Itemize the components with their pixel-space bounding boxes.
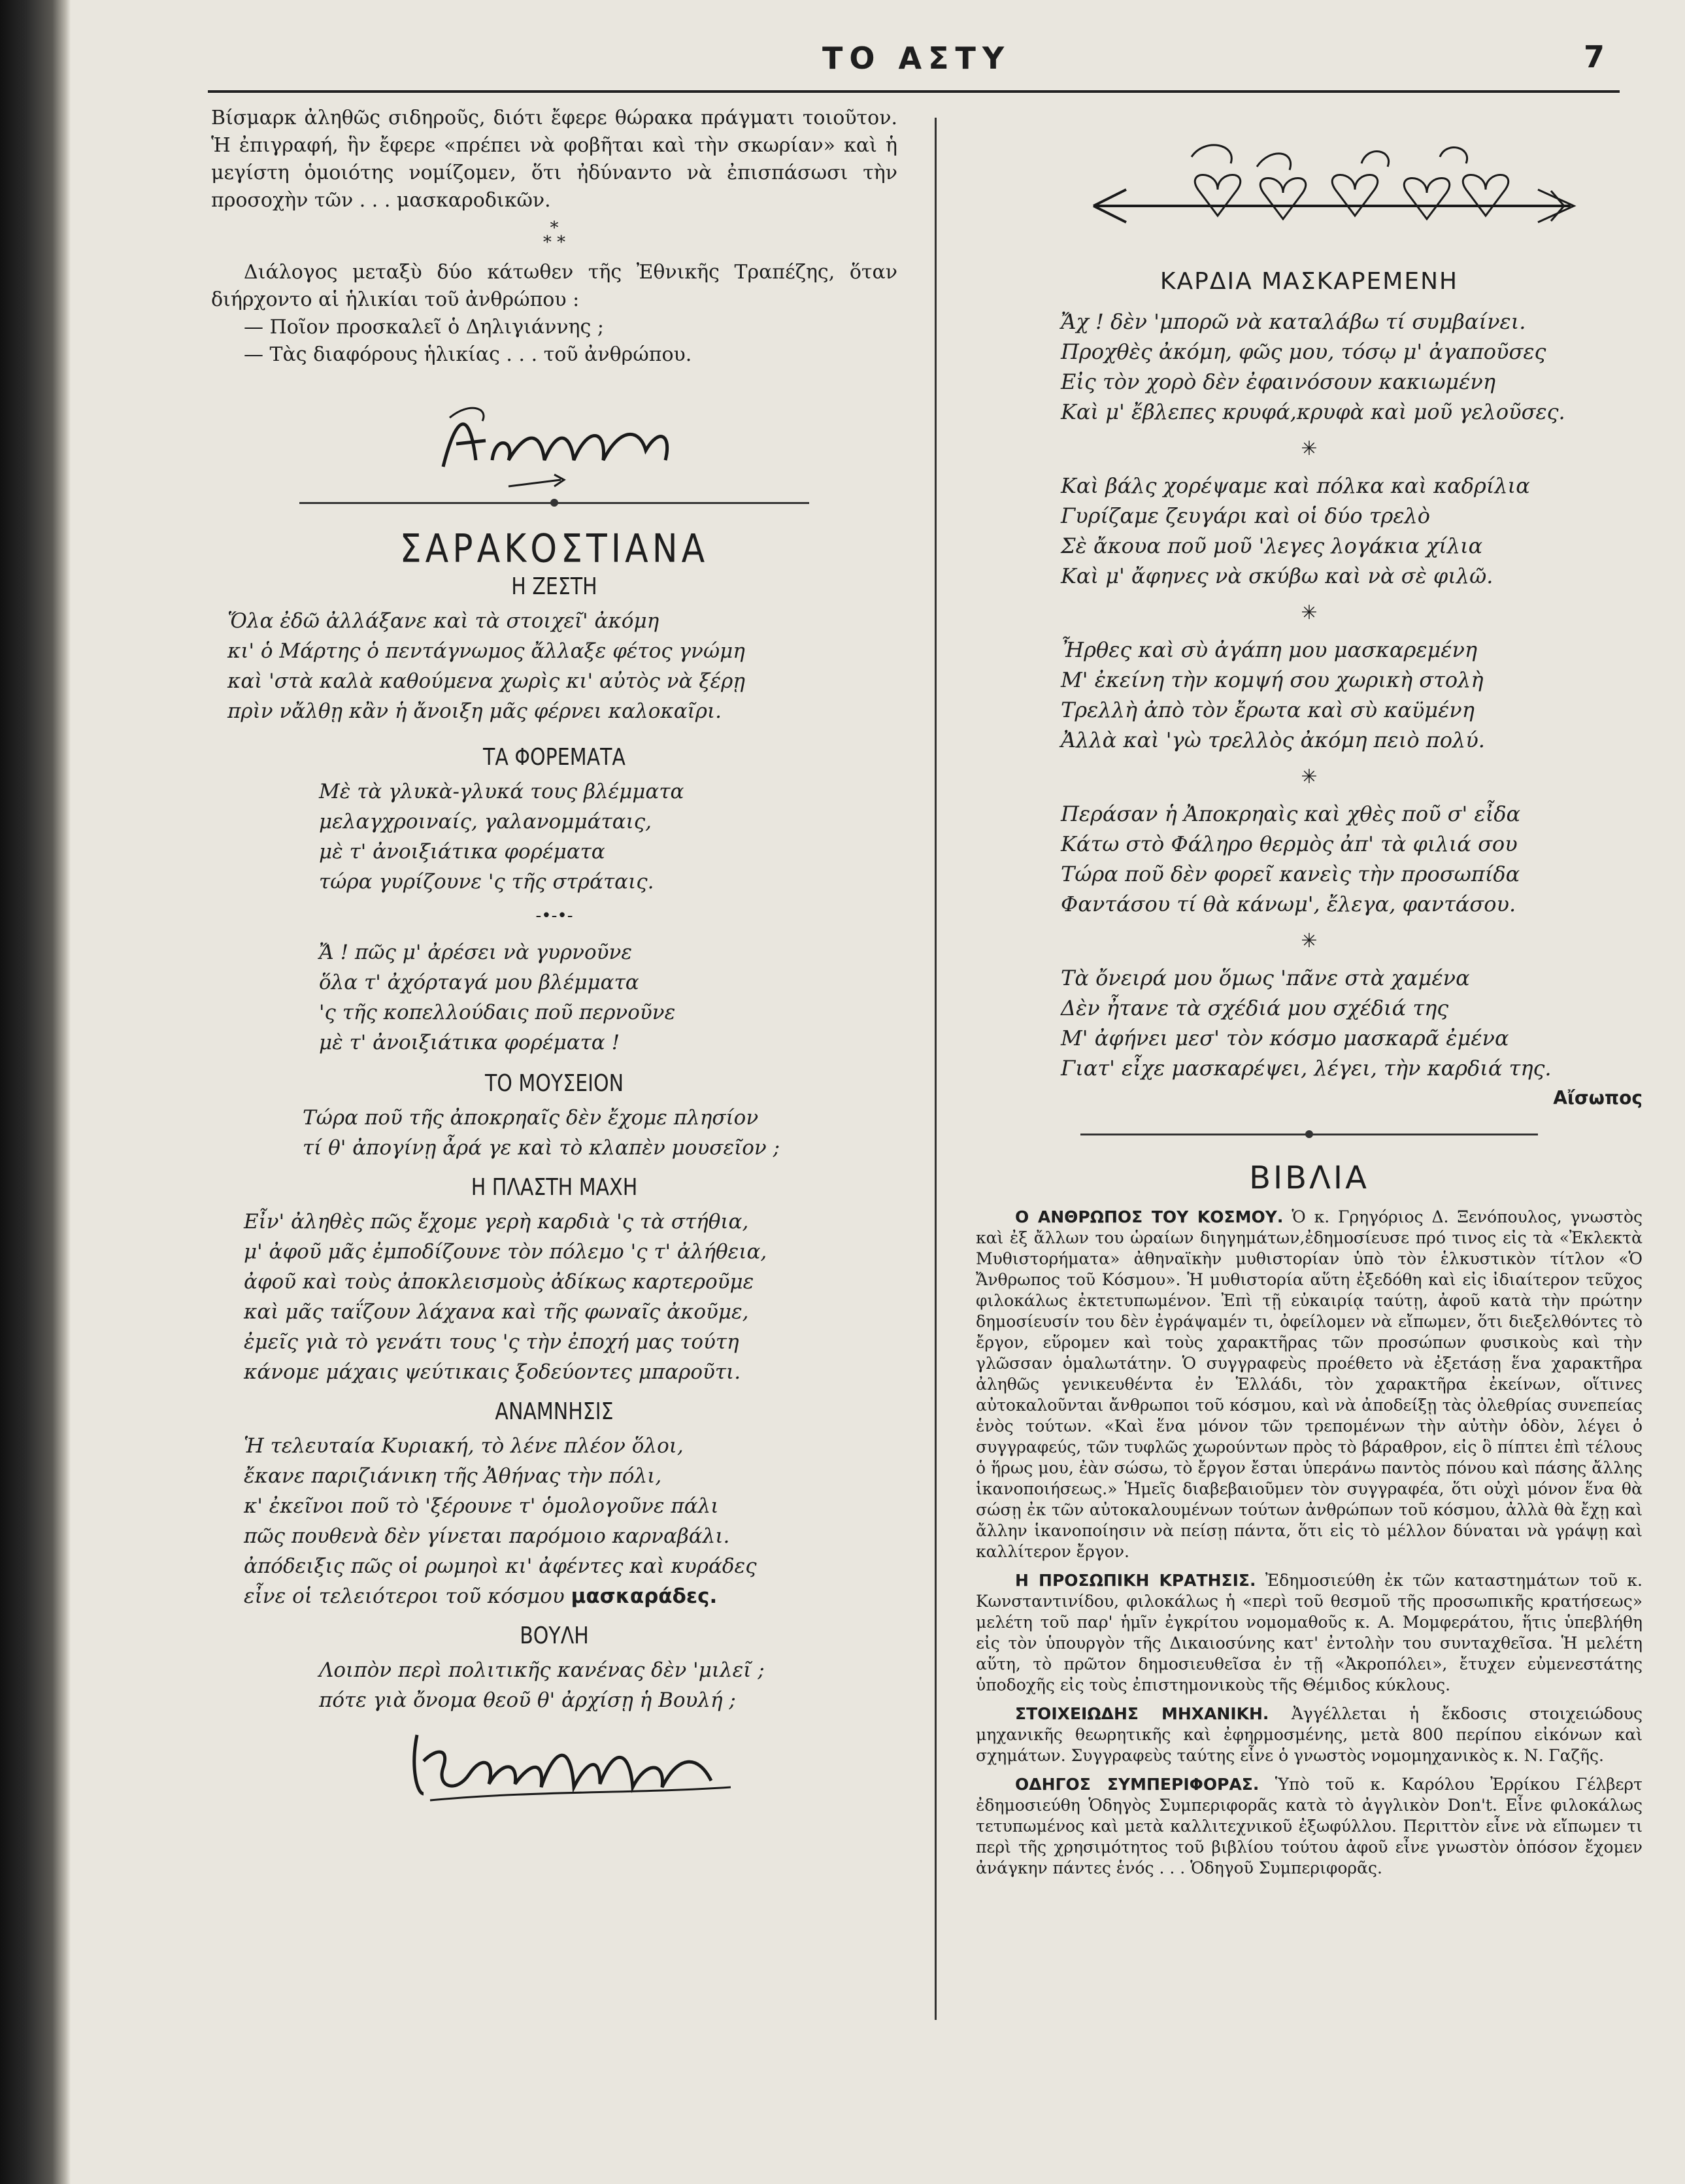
mouseion-title: ΤΟ ΜΟΥΣΕΙΟΝ (484, 1069, 624, 1098)
running-head: ΤΟ ΑΣΤΥ (822, 41, 1011, 76)
poem-line: Φαντάσου τί θὰ κάνωμ', ἔλεγα, φαντάσου. (1061, 892, 1516, 916)
plasti-poem (211, 1207, 897, 1387)
newspaper-page (71, 0, 1685, 2184)
poem-line: μὲ τ' ἀνοιξιάτικα φορέματα ! (319, 1031, 620, 1054)
poem-line: Ἡ τελευταία Κυριακή, τὸ λένε πλέον ὅλοι, (244, 1434, 684, 1458)
right-column (976, 105, 1643, 1887)
poem-line: Σὲ ἄκουα ποῦ μοῦ 'λεγες λογάκια χίλια (1061, 533, 1483, 558)
kardia-title: ΚΑΡΔΙΑ ΜΑΣΚΑΡΕΜΕΝΗ (1159, 268, 1459, 295)
book-heading: ΣΤΟΙΧΕΙΩΔΗΣ ΜΗΧΑΝΙΚΗ. (1015, 1704, 1269, 1723)
book-text: Ἀγγέλλεται ἡ ἔκδοσις στοιχειώδους μηχανικῆς θεωρητικῆς καὶ ἐφηρμοσμένης, μετὰ 800 περίπου εἰκόνων καὶ σχημάτων. Συγγραφεὺς ταύτης εἶνε ὁ γνωστὸς νομομηχανικὸς κ. Ν. Γαζῆς. (976, 1704, 1643, 1765)
author-signature: Αἴσωπος (1553, 1087, 1643, 1109)
signature-2-text (211, 1715, 214, 1716)
poem-line: πότε γιὰ ὄνομα θεοῦ θ' ἀρχίσῃ ἡ Βουλή ; (319, 1688, 736, 1712)
poem-line: ἔκανε παριζιάνικη τῆς Ἀθήνας τὴν πόλι, (244, 1464, 662, 1488)
asterism-ornament: * * * (542, 218, 566, 252)
poem-line: τί θ' ἀπογίνῃ ἆρά γε καὶ τὸ κλαπὲν μουσεῖον ; (303, 1136, 780, 1160)
section-divider (299, 493, 809, 512)
dialogue-intro: Διάλογος μεταξὺ δύο κάτωθεν τῆς Ἐθνικῆς Τραπέζης, ὅταν διήρχοντο αἱ ἡλικίαι τοῦ ἀνθρώπου : (211, 261, 897, 311)
poem-line: Καὶ μ' ἄφηνες νὰ σκύβω καὶ νὰ σὲ φιλῶ. (1061, 563, 1493, 588)
signature-2-block (211, 1715, 897, 1807)
book-heading: ΟΔΗΓΟΣ ΣΥΜΠΕΡΙΦΟΡΑΣ. (1015, 1775, 1260, 1794)
poem-line: κάνομε μάχαις ψεύτικαις ξοδεύοντες μπαροῦτι. (244, 1360, 741, 1384)
star-ornament: ✳ (1301, 765, 1318, 788)
plasti-title: Η ΠΛΑΣΤΗ ΜΑΧΗ (471, 1173, 638, 1201)
left-column (211, 105, 897, 1807)
poem-line: καὶ 'στὰ καλὰ καθούμενα χωρὶς κι' αὐτὸς νὰ ξέρῃ (227, 669, 745, 693)
section-divider (1080, 1124, 1538, 1144)
book-review (976, 1774, 1643, 1879)
kardia-stanza-1 (976, 307, 1643, 427)
arrow-hearts-ornament (1087, 137, 1584, 248)
book-review (976, 1207, 1643, 1562)
poem-line: Τώρα ποῦ δὲν φορεῖ κανεὶς τὴν προσωπίδα (1061, 862, 1520, 886)
star-ornament: ✳ (1301, 437, 1318, 460)
book-binding-edge (0, 0, 71, 2184)
poem-line: πῶς πουθενὰ δὲν γίνεται παρόμοιο καρναβάλι. (244, 1524, 730, 1548)
poem-line: Κάτω στὸ Φάληρο θερμὸς ἀπ' τὰ φιλιά σου (1061, 832, 1518, 856)
book-text: Ὑπὸ τοῦ κ. Καρόλου Ἐρρίκου Γέλβερτ ἐδημοσιεύθη Ὁδηγὸς Συμπεριφορᾶς κατὰ τὸ ἀγγλικὸν Don't. Εἶνε φιλοκάλως τετυπωμένος καὶ μετὰ καλλιτεχνικοῦ ἐξωφύλλου. Περιττὸν εἶνε νὰ εἴπωμεν τι περὶ τῆς χρησιμότητος τοῦ βιβλίου τούτου ἀφοῦ εἶνε γνωστὸν ὁπόσον ἔχομεν ἀνάγκην πάντες ἑνός . . . Ὁδηγοῦ Συμπεριφορᾶς. (976, 1775, 1643, 1877)
anamnisis-title: ΑΝΑΜΝΗΣΙΣ (495, 1398, 614, 1426)
poem-line: Μ' ἀφήνει μεσ' τὸν κόσμο μασκαρᾶ ἐμένα (1061, 1026, 1509, 1050)
zesti-poem (211, 606, 897, 726)
poem-line: Εἰς τὸν χορὸ δὲν ἐφαινόσουν κακιωμένη (1061, 369, 1496, 394)
signature-1-handwriting (430, 388, 692, 499)
page-number: 7 (1584, 39, 1605, 75)
poem-line: Ἦρθες καὶ σὺ ἀγάπη μου μασκαρεμένη (1061, 637, 1478, 662)
poem-line: μὲ τ' ἀνοιξιάτικα φορέματα (319, 840, 605, 864)
poem-line: Ἀλλὰ καὶ 'γὼ τρελλὸς ἀκόμη πειὸ πολύ. (1061, 728, 1485, 752)
book-review (976, 1704, 1643, 1766)
poem-line: Τώρα ποῦ τῆς ἀποκρηαῖς δὲν ἔχομε πλησίον (303, 1106, 759, 1130)
poem-line: Ἄ ! πῶς μ' ἀρέσει νὰ γυρνοῦνε (319, 941, 632, 964)
book-heading: Ο ΑΝΘΡΩΠΟΣ ΤΟΥ ΚΟΣΜΟΥ. (1015, 1207, 1284, 1226)
divider-dot (550, 499, 558, 507)
poem-line-text: εἶνε οἱ τελειότεροι τοῦ κόσμου (244, 1585, 571, 1608)
poem-line: ἀφοῦ καὶ τοὺς ἀποκλεισμοὺς ἀδίκως καρτεροῦμε (244, 1270, 754, 1294)
zesti-title: Η ΖΕΣΤΗ (511, 573, 597, 601)
poem-line: Μ' ἐκείνη τὴν κομψή σου χωρικὴ στολὴ (1061, 667, 1484, 692)
vouli-title: ΒΟΥΛΗ (520, 1622, 589, 1650)
foremata-poem-2 (211, 937, 897, 1058)
dialogue-line: — Ποῖον προσκαλεῖ ὁ Δηλιγιάννης ; (244, 316, 604, 339)
poem-line: Τὰ ὄνειρά μου ὅμως 'πᾶνε στὰ χαμένα (1061, 966, 1470, 990)
signature-block (211, 369, 897, 493)
book-text: Ἐδημοσιεύθη ἐκ τῶν καταστημάτων τοῦ κ. Κωνσταντινίδου, φιλοκάλως ἡ «περὶ τοῦ θεσμοῦ τῆς προσωπικῆς κρατήσεως» μελέτη τοῦ παρ' ἡμῖν ἐγκρίτου νομομαθοῦς κ. Α. Μομφεράτου, ἥτις ὑπεβλήθη εἰς τὸν ὑπουργὸν τῆς Δικαιοσύνης κατ' ἐντολὴν του συνταχθεῖσα. Ἡ μελέτη αὕτη, τὸ πρῶτον δημοσιευθεῖσα ἐν τῇ «Ἀκροπόλει», ἔτυχεν εὐμενεστάτης ὑποδοχῆς εἰς τοὺς ἐπιστημονικοὺς τῆς Θέμιδος κύκλους. (976, 1571, 1643, 1694)
column-rule (935, 118, 937, 2020)
kardia-stanza-2 (976, 471, 1643, 591)
poem-line: πρὶν νἄλθῃ κἂν ἡ ἄνοιξη μᾶς φέρνει καλοκαῖρι. (227, 699, 722, 723)
poem-line: Δὲν ἦτανε τὰ σχέδιά μου σχέδιά της (1061, 996, 1449, 1020)
kardia-stanza-5 (976, 963, 1643, 1083)
poem-line: Ὅλα ἐδῶ ἀλλάξανε καὶ τὰ στοιχεῖ' ἀκόμη (227, 609, 659, 633)
biblia-title: ΒΙΒΛΙΑ (1249, 1160, 1369, 1196)
anamnisis-poem (211, 1431, 897, 1611)
book-review (976, 1570, 1643, 1696)
intro-paragraph: Βίσμαρκ ἀληθῶς σιδηροῦς, διότι ἔφερε θώρακα πράγματι τοιοῦτον. Ἡ ἐπιγραφή, ἣν ἔφερε «πρέπει νὰ φοβῆται καὶ τὴν σκωρίαν» καὶ ἡ μεγίστη ὁμοιότης νομίζομεν, ὅτι ἠδύναντο νὰ ἐπισπάσωσι τὴν προσοχὴν τῶν . . . μασκαροδικῶν. (211, 107, 897, 212)
signature-2-handwriting (404, 1722, 744, 1807)
poem-line: καὶ μᾶς ταΐζουν λάχανα καὶ τῆς φωναῖς ἀκοῦμε, (244, 1300, 749, 1324)
star-ornament: ✳ (1301, 930, 1318, 952)
small-ornament: -•-•- (535, 906, 573, 926)
book-text: Ὁ κ. Γρηγόριος Δ. Ξενόπουλος, γνωστὸς καὶ ἐξ ἄλλων του ὡραίων διηγημάτων,ἐδημοσίευσε πρό τινος εἰς τὰ «Ἐκλεκτὰ Μυθιστορήματα» ἀθηναϊκὴν μυθιστορίαν ὑπὸ τὸν ἑλκυστικὸν τίτλον «Ὁ Ἄνθρωπος τοῦ Κόσμου». Ἡ μυθιστορία αὕτη ἐξεδόθη καὶ εἰς ἰδιαίτερον τεῦχος φιλοκάλως ἐκτετυπωμένον. Ἐπὶ τῇ εὐκαιρίᾳ ταύτῃ, ἀφοῦ κατὰ τὴν πρώτην δημοσίευσίν του δὲν ἐγράψαμέν τι, ὀφείλομεν νὰ εἴπωμεν, ὅτι διεξελθόντες τὸ ἔργον, εὕρομεν καὶ τοὺς χαρακτῆρας τῶν προσώπων φυσικοὺς καὶ τὴν γλῶσσαν ὁμαλωτάτην. Ὁ συγγραφεὺς προέθετο νὰ ἐξετάσῃ ἕνα χαρακτῆρα ἀληθῶς γενικευθέντα ἐν Ἑλλάδι, τὸν χαρακτῆρα ἐκείνων, οἵτινες αὐτοκαλοῦνται ἄνθρωποι τοῦ κόσμου, καὶ νὰ ἀποδείξῃ τὰς ὀλεθρίας συνεπείας ἑνὸς τούτων. «Καὶ ἕνα μόνον τῶν τρεπομένων τὴν αὐτὴν ὁδὸν, λέγει ὁ συγγραφεύς, τῶν τυφλῶς χωρούντων πρὸς τὸ βάραθρον, εἰς ὃ πίπτει ἐπὶ τέλους ὁ ἥρως μου, ἐὰν σώσω, τὸ ἔργον ἔσται ὑπεράνω παντὸς πόνου καὶ πάσης ἄλλης ἱκανοποιήσεως.» Ἡμεῖς διαβεβαιοῦμεν τὸν συγγραφέα, ὅτι οὐχὶ μόνον ἕνα θὰ σώσῃ ἐκ τῶν αὐτοκαλουμένων τούτων ἀνθρώπων τοῦ κόσμου, ἀλλὰ θὰ ἔχῃ καὶ ἄλλην ἱκανοποίησιν νὰ πείσῃ πάντα, ὅτι εἰς τὸ μέλλον δύναται νὰ γράψῃ καὶ καλλίτερον ἔργον. (976, 1207, 1643, 1561)
dialogue-line: — Τὰς διαφόρους ἡλικίας . . . τοῦ ἀνθρώπου. (244, 343, 692, 366)
poem-line: μ' ἀφοῦ μᾶς ἐμποδίζουνε τὸν πόλεμο 'ς τ' ἀλήθεια, (244, 1240, 767, 1264)
poem-line: Λοιπὸν περὶ πολιτικῆς κανένας δὲν 'μιλεῖ ; (319, 1658, 765, 1682)
kardia-stanza-4 (976, 799, 1643, 919)
header-rule (208, 90, 1620, 93)
poem-line: Τρελλὴ ἀπὸ τὸν ἔρωτα καὶ σὺ καϋμένη (1061, 697, 1475, 722)
vouli-poem (211, 1655, 897, 1715)
foremata-title: ΤΑ ΦΟΡΕΜΑΤΑ (483, 743, 626, 771)
poem-line: Γιατ' εἶχε μασκαρέψει, λέγει, τὴν καρδιά της. (1061, 1056, 1552, 1081)
poem-line: ἀπόδειξις πῶς οἱ ρωμηοὶ κι' ἀφέντες καὶ κυράδες (244, 1554, 757, 1578)
star-ornament: ✳ (1301, 601, 1318, 624)
poem-line: κι' ὁ Μάρτης ὁ πεντάγνωμος ἄλλαξε φέτος γνώμη (227, 639, 745, 663)
poem-line: Περάσαν ἡ Ἀποκρηαὶς καὶ χθὲς ποῦ σ' εἶδα (1061, 801, 1521, 826)
poem-line: μελαγχροιναίς, γαλανομμάταις, (319, 810, 652, 833)
mouseion-poem (211, 1103, 897, 1163)
bold-word: μασκαράδες. (571, 1585, 718, 1608)
poem-line: τώρα γυρίζουνε 'ς τῆς στράταις. (319, 870, 654, 894)
poem-line: κ' ἐκεῖνοι ποῦ τὸ 'ξέρουνε τ' ὁμολογοῦνε πάλι (244, 1494, 719, 1518)
poem-line-with-bold (244, 1581, 897, 1611)
poem-line: ὅλα τ' ἀχόρταγά μου βλέμματα (319, 971, 639, 994)
book-heading: Η ΠΡΟΣΩΠΙΚΗ ΚΡΑΤΗΣΙΣ. (1015, 1571, 1256, 1590)
poem-line: Γυρίζαμε ζευγάρι καὶ οἱ δύο τρελὸ (1061, 503, 1431, 528)
poem-line: Εἶν' ἀληθὲς πῶς ἔχομε γερὴ καρδιὰ 'ς τὰ στήθια, (244, 1210, 749, 1234)
poem-line: Ἄχ ! δὲν 'μπορῶ νὰ καταλάβω τί συμβαίνει. (1061, 309, 1526, 334)
foremata-poem-1 (211, 777, 897, 897)
divider-dot (1305, 1130, 1313, 1138)
poem-line: 'ς τῆς κοπελλούδαις ποῦ περνοῦνε (319, 1001, 676, 1024)
poem-line: ἐμεῖς γιὰ τὸ γενάτι τους 'ς τὴν ἐποχή μας τούτη (244, 1330, 739, 1354)
poem-line: Μὲ τὰ γλυκὰ-γλυκά τους βλέμματα (319, 780, 684, 803)
sarakostiana-title: ΣΑΡΑΚΟΣΤΙΑΝΑ (399, 526, 709, 572)
poem-line: Προχθὲς ἀκόμη, φῶς μου, τόσῳ μ' ἀγαποῦσες (1061, 339, 1546, 364)
poem-line: Καὶ μ' ἔβλεπες κρυφά,κρυφὰ καὶ μοῦ γελοῦσες. (1061, 399, 1565, 424)
kardia-stanza-3 (976, 635, 1643, 755)
poem-line: Καὶ βάλς χορέψαμε καὶ πόλκα καὶ καδρίλια (1061, 473, 1530, 498)
